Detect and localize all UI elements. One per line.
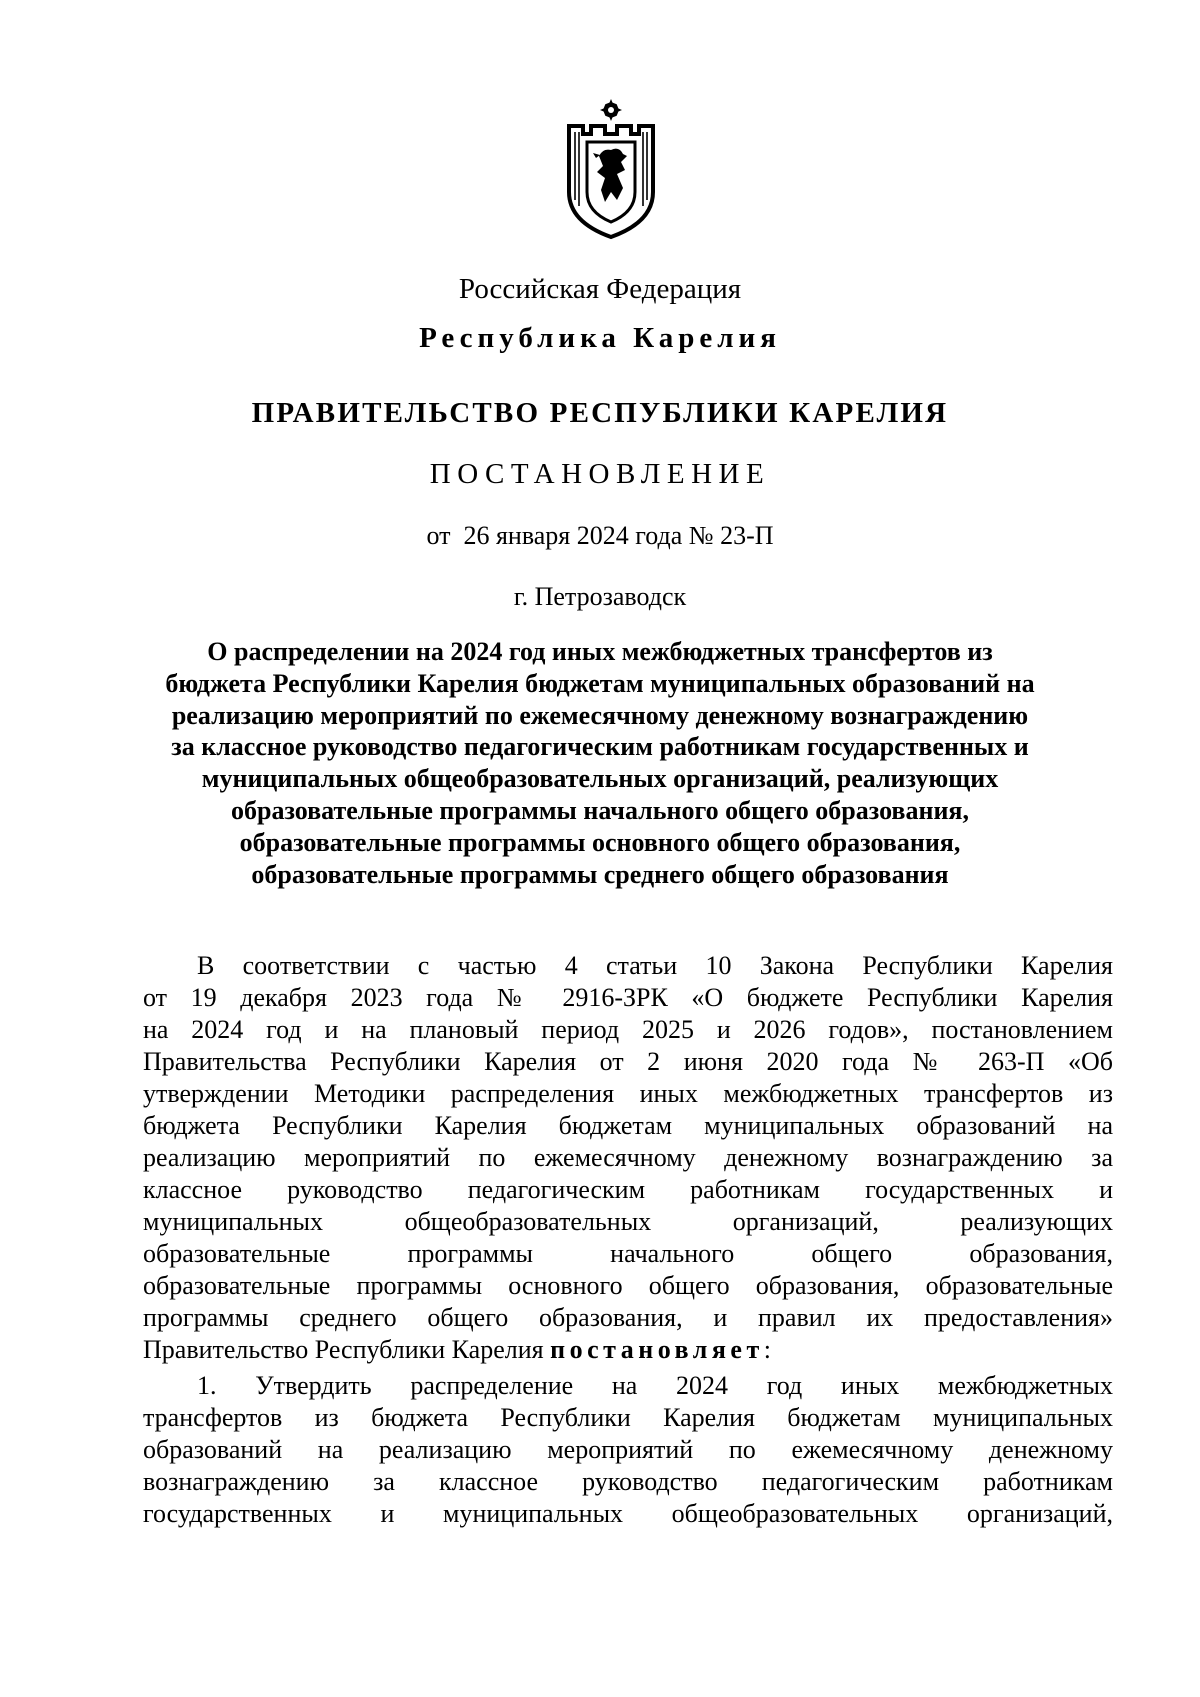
date-and-number: от 26 января 2024 года № 23-П xyxy=(426,521,774,550)
paragraph-line: образовательные программы начального общего образования, xyxy=(143,1239,1113,1268)
paragraph-line: 1. Утвердить распределение на 2024 год иных межбюджетных xyxy=(197,1371,1113,1400)
republic-label: Республика Карелия xyxy=(419,322,781,354)
karelia-coat-of-arms-icon xyxy=(563,96,659,240)
clause-1-paragraph xyxy=(143,1370,1113,1530)
paragraph-line: реализацию мероприятий по ежемесячному денежному вознаграждению за xyxy=(143,1143,1113,1172)
city-label: г. Петрозаводск xyxy=(513,582,687,611)
paragraph-line: классное руководство педагогическим работникам государственных и xyxy=(143,1175,1113,1204)
document-title xyxy=(140,636,1060,890)
title-line: образовательные программы среднего общего образования xyxy=(251,859,949,889)
title-line: О распределении на 2024 год иных межбюджетных трансфертов из xyxy=(207,637,993,666)
paragraph-text: Правительство Республики Карелия xyxy=(143,1335,551,1364)
paragraph-last-line xyxy=(143,1334,1113,1366)
paragraph-line: утверждении Методики распределения иных межбюджетных трансфертов из xyxy=(143,1079,1113,1108)
title-line: образовательные программы основного общего образования, xyxy=(239,827,961,857)
paragraph-text: : xyxy=(763,1335,771,1364)
federation-label: Российская Федерация xyxy=(458,273,742,305)
paragraph-line: образовательные программы основного общего образования, образовательные xyxy=(143,1271,1113,1300)
title-line: реализацию мероприятий по ежемесячному денежному вознаграждению xyxy=(171,700,1029,730)
government-heading: ПРАВИТЕЛЬСТВО РЕСПУБЛИКИ КАРЕЛИЯ xyxy=(251,397,949,429)
paragraph-line: трансфертов из бюджета Республики Карелия бюджетам муниципальных xyxy=(143,1403,1113,1432)
paragraph-line: программы среднего общего образования, и правил их предоставления» xyxy=(143,1303,1113,1332)
paragraph-line: образований на реализацию мероприятий по ежемесячному денежному xyxy=(143,1435,1113,1464)
paragraph-line: бюджета Республики Карелия бюджетам муниципальных образований на xyxy=(143,1111,1113,1140)
paragraph-line: муниципальных общеобразовательных организаций, реализующих xyxy=(143,1207,1113,1236)
document-type: ПОСТАНОВЛЕНИЕ xyxy=(429,458,771,490)
paragraph-line: Правительства Республики Карелия от 2 июня 2020 года № 263-П «Об xyxy=(143,1047,1113,1076)
title-line: образовательные программы начального общего образования, xyxy=(230,795,969,825)
paragraph-line: В соответствии с частью 4 статьи 10 Закона Республики Карелия xyxy=(197,951,1113,980)
paragraph-line: государственных и муниципальных общеобразовательных организаций, xyxy=(143,1499,1113,1528)
preamble-paragraph xyxy=(143,950,1113,1366)
decree-keyword: постановляет xyxy=(550,1335,764,1364)
paragraph-line: от 19 декабря 2023 года № 2916-ЗРК «О бюджете Республики Карелия xyxy=(143,983,1113,1012)
title-line: бюджета Республики Карелия бюджетам муниципальных образований на xyxy=(165,668,1035,698)
paragraph-line: вознаграждению за классное руководство педагогическим работникам xyxy=(143,1467,1113,1496)
paragraph-line: на 2024 год и на плановый период 2025 и 2026 годов», постановлением xyxy=(143,1015,1113,1044)
title-line: за классное руководство педагогическим работникам государственных и xyxy=(171,732,1029,762)
title-line: муниципальных общеобразовательных организаций, реализующих xyxy=(201,764,999,794)
